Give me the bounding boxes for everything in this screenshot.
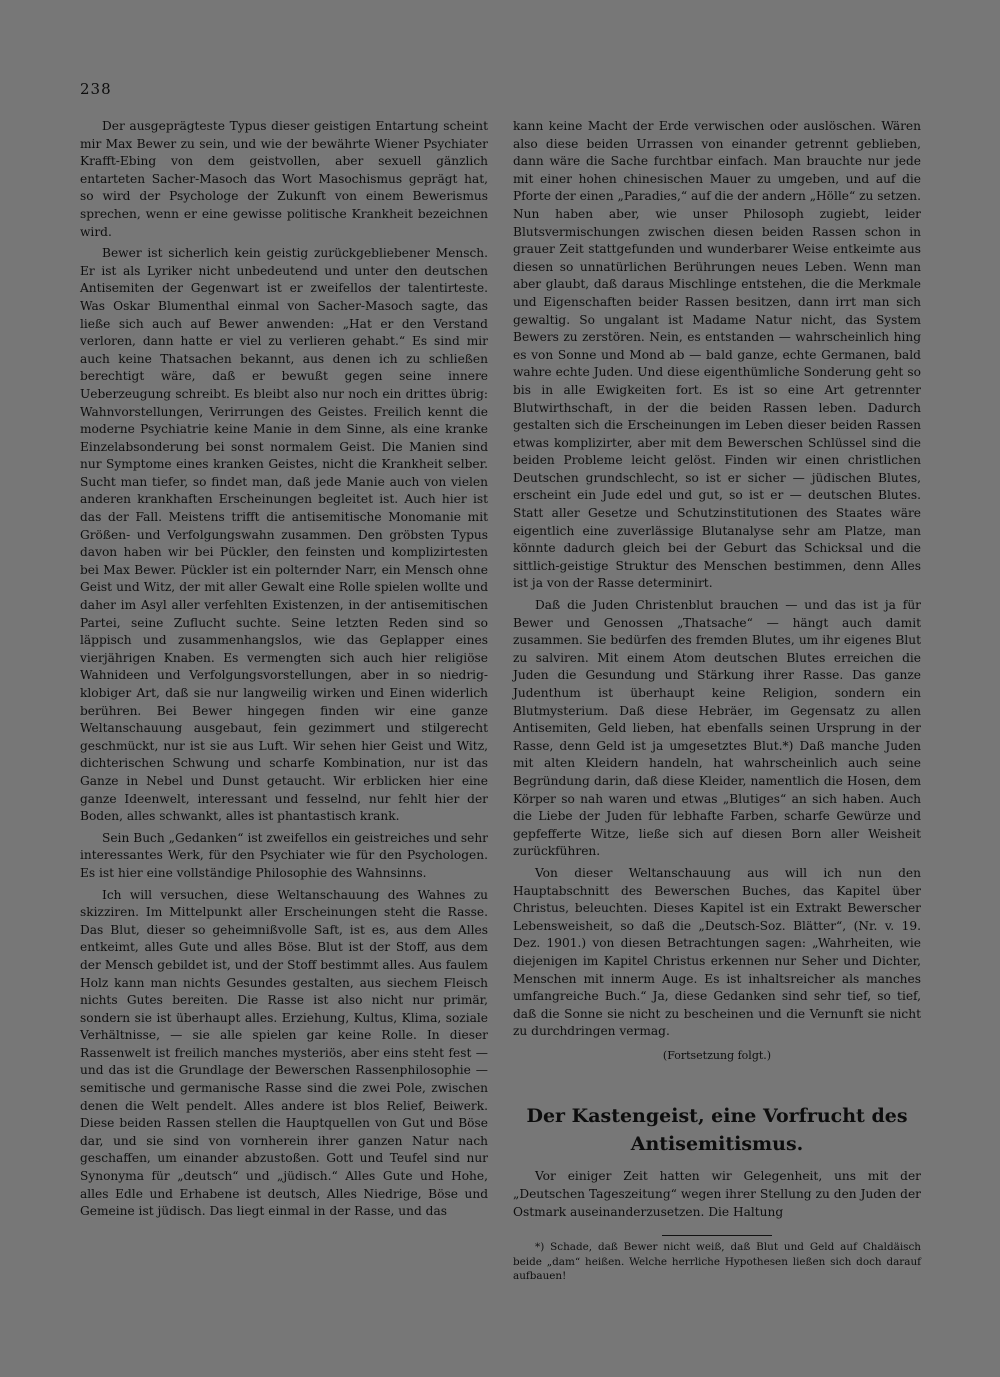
paragraph: kann keine Macht der Erde verwischen oder auslöschen. Wären also diese beiden Urrassen von einander getrennt geblieben, dann wäre die Sache furchtbar einfach. Man brauchte nur jede mit einer hohen chinesischen Mauer zu umgeben, und auf die Pforte der einen „Paradies,“ auf die der andern „Hölle“ zu setzen. Nun haben aber, wie unser Philosoph zugiebt, leider Blutsvermischungen zwischen diesen beiden Rassen schon in grauer Zeit stattgefunden und wunderbarer Weise entkeimte aus diesen so unnatürlichen Berührungen neues Leben. Wenn man aber glaubt, daß daraus Mischlinge entstehen, die die Merkmale und Eigenschaften beider Rassen besitzen, dann irrt man sich gewaltig. So ungalant ist Madame Natur nicht, das System Bewers zu zerstören. Nein, es entstanden — wahrscheinlich hing es von Sonne und Mond ab — bald ganze, echte Germanen, bald wahre echte Juden. Und diese eigenthümliche Sonderung geht so bis in alle Ewigkeiten fort. Es ist so eine Art getrennter Blutwirthschaft, in der die beiden Rassen leben. Dadurch gestalten sich die Erscheinungen im Leben dieser beiden Rassen etwas komplizirter, aber mit dem Bewerschen Schlüssel sind die beiden Probleme leicht gelöst. Finden wir einen christlichen Deutschen grundschlecht, so ist er sicher — jüdischen Blutes, erscheint ein Jude edel und gut, so ist er — deutschen Blutes. Statt aller Gesetze und Schutzinstitutionen des Staates wäre eigentlich eine zuverlässige Blutanalyse sehr am Platze, man könnte dadurch gleich bei der Geburt das Schicksal und die sittlich-geistige Struktur des Menschen bestimmen, denn Alles ist ja von der Rasse determinirt. [513,119,921,591]
paragraph: Ich will versuchen, diese Weltanschauung des Wahnes zu skizziren. Im Mittelpunkt aller Erscheinungen steht die Rasse. Das Blut, dieser so geheimnißvolle Saft, ist es, aus dem Alles entkeimt, alles Gute und alles Böse. Blut ist der Stoff, aus dem der Mensch gebildet ist, und der Stoff bestimmt alles. Aus faulem Holz kann man nichts Gesundes gestalten, aus siechem Fleisch nichts Gutes bereiten. Die Rasse ist also nicht nur primär, sondern sie ist überhaupt alles. Erziehung, Kultus, Klima, soziale Verhältnisse, — sie alle spielen gar keine Rolle. In dieser Rassenwelt ist freilich manches mysteriös, aber eins steht fest — und das ist die Grundlage der Bewerschen Rassenphilosophie — semitische und germanische Rasse sind die zwei Pole, zwischen denen die Welt pendelt. Alles andere ist blos Relief, Beiwerk. Diese beiden Rassen stellen die Hauptquellen von Gut und Böse dar, und sie sind von vornherein ihrer ganzen Natur nach geschaffen, um einander abzustoßen. Gott und Teufel sind nur Synonyma für „deutsch“ und „jüdisch.“ Alles Gute und Hohe, alles Edle und Erhabene ist deutsch, Alles Niedrige, Böse und Gemeine ist jüdisch. Das liegt einmal in der Rasse, und das [80,887,488,1219]
page-number: 238 [80,80,112,98]
article-body: Vor einiger Zeit hatten wir Gelegenheit, uns mit der „Deutschen Tageszeitung“ wegen ihrer Stellung zu den Juden der Ostmark auseinanderzusetzen. Die Haltung [513,1169,921,1219]
paragraph: Daß die Juden Christenblut brauchen — und das ist ja für Bewer und Genossen „Thatsache“ — hängt auch damit zusammen. Sie bedürfen des fremden Blutes, um ihr eigenes Blut zu salviren. Mit einem Atom deutschen Blutes erreichen die Juden die Gesundung und Stärkung ihrer Rasse. Das ganze Judenthum ist überhaupt keine Religion, sondern ein Blutmysterium. Daß diese Hebräer, im Gegensatz zu allen Antisemiten, Geld lieben, hat ebenfalls seinen Ursprung in der Rasse, denn Geld ist ja umgesetztes Blut.*) Daß manche Juden mit alten Kleidern handeln, hat wahrscheinlich auch seine Begründung darin, daß diese Kleider, namentlich die Hosen, dem Körper so nah waren und etwas „Blutiges“ an sich haben. Auch die Liebe der Juden für lebhafte Farben, scharfe Gewürze und gepfefferte Witze, ließe sich auf diesen Born aller Weisheit zurückführen. [513,598,921,859]
footnote-divider [662,1235,772,1236]
footnote: *) Schade, daß Bewer nicht weiß, daß Blut und Geld auf Chaldäisch beide „dam“ heißen. Welche herrliche Hypothesen ließen sich doch darauf aufbauen! [513,1241,921,1283]
right-column [513,118,921,1284]
paragraph: Von dieser Weltanschauung aus will ich nun den Hauptabschnitt des Bewerschen Buches, das Kapitel über Christus, beleuchten. Dieses Kapitel ist ein Extrakt Bewerscher Lebensweisheit, so daß die „Deutsch-Soz. Blätter“, (Nr. v. 19. Dez. 1901.) von diesen Betrachtungen sagen: „Wahrheiten, wie diejenigen im Kapitel Christus erkennen nur Seher und Dichter, Menschen mit innerm Auge. Es ist inhaltsreicher als manches umfangreiche Buch.“ Ja, diese Gedanken sind sehr tief, so tief, daß die Sonne sie nicht zu bescheinen und die Vernunft sie nicht zu durchdringen vermag. [513,865,921,1039]
paragraph: Der ausgeprägteste Typus dieser geistigen Entartung scheint mir Max Bewer zu sein, und wie der bewährte Wiener Psychiater Krafft-Ebing von dem geistvollen, aber sexuell gänzlich entarteten Sacher-Masoch das Wort Masochismus geprägt hat, so wird der Psychologe der Zukunft von einem Bewerismus sprechen, wenn er eine gewisse politische Krankheit bezeichnen wird. [80,119,488,239]
paragraph: Bewer ist sicherlich kein geistig zurückgebliebener Mensch. Er ist als Lyriker nicht unbedeutend und unter den deutschen Antisemiten der Gegenwart ist er zweifellos der talentirteste. Was Oskar Blumenthal einmal von Sacher-Masoch sagte, das ließe sich auch auf Bewer anwenden: „Hat er den Verstand verloren, dann hatte er viel zu verlieren gehabt.“ Es sind mir auch keine Thatsachen bekannt, aus denen ich zu schließen berechtigt wäre, daß er bewußt gegen seine innere Ueberzeugung schreibt. Es bleibt also nur noch ein drittes übrig: Wahnvorstellungen, Verirrungen des Geistes. Freilich kennt die moderne Psychiatrie keine Manie in dem Sinne, als eine kranke Einzelabsonderung bei sonst normalem Geist. Die Manien sind nur Symptome eines kranken Geistes, nicht die Krankheit selber. Sucht man tiefer, so findet man, daß jede Manie auch von vielen anderen krankhaften Erscheinungen begleitet ist. Auch hier ist das der Fall. Meistens trifft die antisemitische Monomanie mit Größen- und Verfolgungswahn zusammen. Den gröbsten Typus davon haben wir bei Pückler, den feinsten und komplizirtesten bei Max Bewer. Pückler ist ein polternder Narr, ein Mensch ohne Geist und Witz, der mit aller Gewalt eine Rolle spielen wollte und daher im Asyl aller verfehlten Existenzen, in der antisemitischen Partei, seine Zuflucht suchte. Seine letzten Reden sind so läppisch und zusammenhangslos, wie das Geplapper eines vierjährigen Knaben. Es vermengten sich auch hier religiöse Wahnideen und Verfolgungsvorstellungen, aber in so niedrig-klobiger Art, daß sie nur langweilig wirken und Einen widerlich berühren. Bei Bewer hingegen finden wir eine ganze Weltanschauung ausgebaut, fein gezimmert und stilgerecht geschmückt, nur ist sie aus Luft. Wir sehen hier Geist und Witz, dichterischen Schwung und scharfe Kombination, nur ist das Ganze in Nebel und Dunst getaucht. Wir erblicken hier eine ganze Ideenwelt, interessant und fesselnd, nur fehlt hier der Boden, alles schwankt, alles ist phantastisch krank. [80,246,488,824]
continued-note: (Fortsetzung folgt.) [662,1048,772,1062]
article-title: Der Kastengeist, eine Vorfrucht des Antisemitismus. [526,1105,908,1156]
left-column [80,118,488,1225]
paragraph: Sein Buch „Gedanken“ ist zweifellos ein geistreiches und sehr interessantes Werk, für den Psychiater wie für den Psychologen. Es ist hier eine vollständige Philosophie des Wahnsinns. [80,830,488,880]
